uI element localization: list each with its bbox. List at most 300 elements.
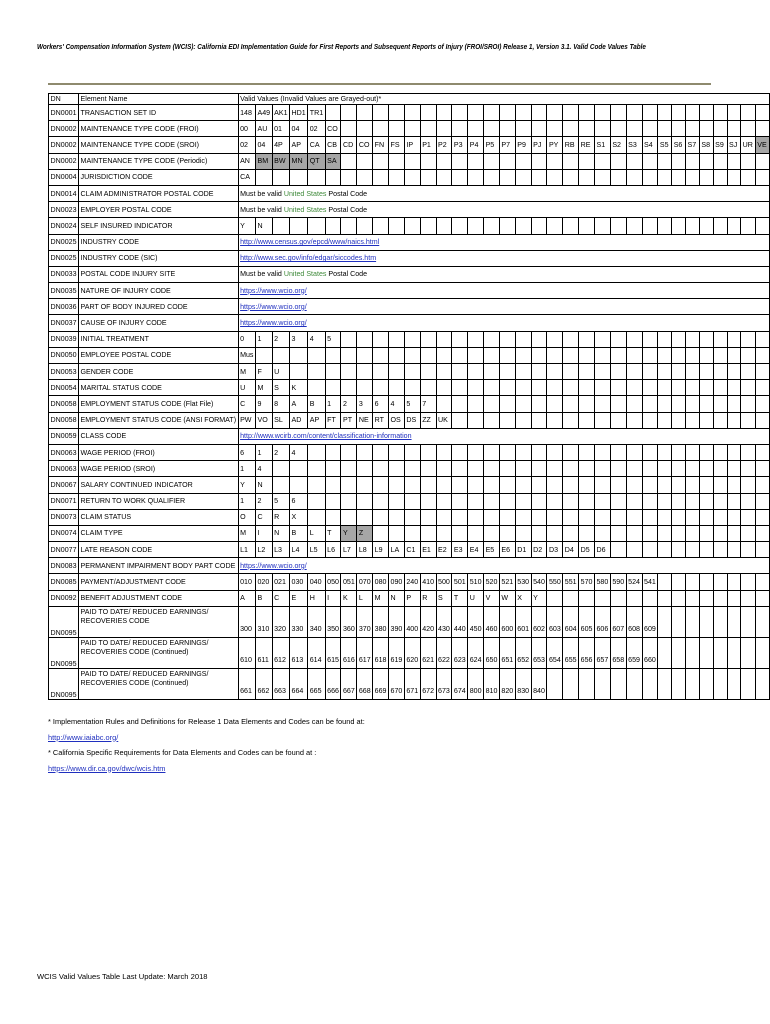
value-cell <box>436 169 452 185</box>
value-cell: E4 <box>468 542 484 558</box>
value-cell <box>341 153 357 169</box>
value-cell: 02 <box>308 121 325 137</box>
value-cell <box>436 525 452 541</box>
value-cell <box>468 364 484 380</box>
value-cell: T <box>325 525 341 541</box>
table-row <box>49 266 770 282</box>
value-cell <box>642 169 658 185</box>
value-cell <box>420 477 436 493</box>
value-cell <box>610 493 626 509</box>
value-cell <box>341 364 357 380</box>
value-cell: L <box>308 525 325 541</box>
row-dn: DN0054 <box>49 380 79 396</box>
value-cell: 04 <box>255 137 272 153</box>
value-cell: 662 <box>255 668 272 699</box>
value-cell: L3 <box>272 542 289 558</box>
value-cell <box>341 218 357 234</box>
value-cell: L2 <box>255 542 272 558</box>
value-cell: U <box>238 380 255 396</box>
value-cell <box>699 331 713 347</box>
value-cell <box>642 153 658 169</box>
value-cell: ZZ <box>420 412 436 428</box>
value-cell: 510 <box>468 574 484 590</box>
value-cell <box>755 493 769 509</box>
value-cell: N <box>255 477 272 493</box>
row-element-name: EMPLOYER POSTAL CODE <box>79 202 239 218</box>
value-cell: 1 <box>255 331 272 347</box>
value-cell <box>436 105 452 121</box>
value-cell <box>484 412 500 428</box>
value-cell <box>308 364 325 380</box>
value-cell: E <box>290 590 308 606</box>
value-cell <box>610 153 626 169</box>
value-cell <box>389 477 405 493</box>
value-cell <box>563 444 579 460</box>
value-cell <box>484 525 500 541</box>
value-cell <box>404 347 420 363</box>
value-cell: E5 <box>484 542 500 558</box>
value-cell: 3 <box>290 331 308 347</box>
value-cell <box>484 396 500 412</box>
value-cell <box>713 574 727 590</box>
value-cell: 1 <box>238 493 255 509</box>
value-cell <box>741 169 756 185</box>
value-cell: C <box>272 590 289 606</box>
value-cell <box>579 153 595 169</box>
value-cell: 660 <box>642 637 658 668</box>
value-cell <box>373 444 389 460</box>
value-cell <box>713 606 727 637</box>
value-cell: 310 <box>255 606 272 637</box>
code-reference-link[interactable]: https://www.wcio.org/ <box>240 302 307 311</box>
table-row <box>49 283 770 299</box>
value-cell: 664 <box>290 668 308 699</box>
value-cell <box>499 380 515 396</box>
value-cell <box>713 153 727 169</box>
value-cell <box>755 218 769 234</box>
value-cell <box>642 525 658 541</box>
value-cell: 669 <box>373 668 389 699</box>
iaiabc-link[interactable]: http://www.iaiabc.org/ <box>48 732 119 742</box>
value-cell <box>755 396 769 412</box>
value-cell: 622 <box>436 637 452 668</box>
value-cell <box>672 668 686 699</box>
value-cell: 460 <box>484 606 500 637</box>
value-cell <box>563 347 579 363</box>
value-cell <box>404 169 420 185</box>
value-cell <box>713 121 727 137</box>
value-cell <box>658 590 672 606</box>
value-cell <box>563 380 579 396</box>
value-cell <box>468 509 484 525</box>
value-cell: 050 <box>325 574 341 590</box>
row-dn: DN0025 <box>49 234 79 250</box>
value-cell: 830 <box>515 668 531 699</box>
value-cell <box>373 105 389 121</box>
value-cell <box>686 461 700 477</box>
value-cell: L7 <box>341 542 357 558</box>
value-cell <box>699 218 713 234</box>
value-cell <box>642 121 658 137</box>
row-element-name: SALARY CONTINUED INDICATOR <box>79 477 239 493</box>
value-cell <box>658 169 672 185</box>
value-cell <box>436 121 452 137</box>
value-cell: 4 <box>290 444 308 460</box>
value-cell <box>594 668 610 699</box>
value-cell <box>468 347 484 363</box>
value-cell <box>626 412 642 428</box>
value-cell <box>484 121 500 137</box>
value-cell <box>699 153 713 169</box>
value-cell: 524 <box>626 574 642 590</box>
table-row <box>49 153 770 169</box>
value-cell <box>563 396 579 412</box>
dwc-wcis-link[interactable]: https://www.dir.ca.gov/dwc/wcis.htm <box>48 763 166 773</box>
code-reference-link[interactable]: http://www.wcirb.com/content/classification-information <box>240 432 412 441</box>
value-cell <box>341 380 357 396</box>
value-cell <box>531 444 547 460</box>
value-cell <box>610 542 626 558</box>
table-header-row <box>49 94 770 105</box>
value-cell <box>686 218 700 234</box>
value-cell <box>420 218 436 234</box>
value-cell <box>755 525 769 541</box>
value-cell: 621 <box>420 637 436 668</box>
value-cell <box>452 477 468 493</box>
value-cell <box>658 574 672 590</box>
value-cell <box>755 444 769 460</box>
value-text: Postal Code <box>326 270 368 279</box>
value-cell <box>755 412 769 428</box>
value-cell <box>594 121 610 137</box>
value-cell <box>686 169 700 185</box>
value-cell <box>357 444 373 460</box>
value-cell: K <box>290 380 308 396</box>
value-cell <box>290 347 308 363</box>
value-cell: 390 <box>389 606 405 637</box>
value-cell <box>531 218 547 234</box>
value-cell <box>499 121 515 137</box>
value-cell <box>658 525 672 541</box>
value-cell <box>420 105 436 121</box>
value-cell: X <box>515 590 531 606</box>
value-cell: 4P <box>272 137 289 153</box>
value-cell: 657 <box>594 637 610 668</box>
value-cell <box>290 461 308 477</box>
row-dn: DN0002 <box>49 153 79 169</box>
row-element-name: MAINTENANCE TYPE CODE (SROI) <box>79 137 239 153</box>
value-cell: E1 <box>420 542 436 558</box>
value-cell <box>672 153 686 169</box>
value-cell: 021 <box>272 574 289 590</box>
value-cell: 600 <box>499 606 515 637</box>
value-cell <box>468 444 484 460</box>
table-row <box>49 234 770 250</box>
row-dn: DN0059 <box>49 428 79 444</box>
value-cell: Y <box>531 590 547 606</box>
value-cell: 674 <box>452 668 468 699</box>
value-cell: C1 <box>404 542 420 558</box>
value-cell: F <box>255 364 272 380</box>
value-cell <box>672 396 686 412</box>
value-cell <box>686 590 700 606</box>
value-cell <box>741 121 756 137</box>
value-cell <box>341 509 357 525</box>
value-cell <box>436 461 452 477</box>
value-cell: 603 <box>547 606 563 637</box>
value-cell: 530 <box>515 574 531 590</box>
value-cell <box>373 525 389 541</box>
value-cell <box>755 590 769 606</box>
table-row <box>49 606 770 637</box>
value-cell: RE <box>579 137 595 153</box>
value-cell: 6 <box>290 493 308 509</box>
value-cell: Mus <box>238 347 255 363</box>
value-cell <box>404 121 420 137</box>
value-cell: RB <box>563 137 579 153</box>
value-cell: 04 <box>290 121 308 137</box>
value-cell: N <box>389 590 405 606</box>
value-cell <box>547 412 563 428</box>
value-cell <box>741 542 756 558</box>
notes <box>48 714 365 776</box>
value-cell: 4 <box>308 331 325 347</box>
value-cell: S1 <box>594 137 610 153</box>
value-cell: 1 <box>255 444 272 460</box>
value-cell <box>741 461 756 477</box>
value-cell <box>547 153 563 169</box>
value-cell: 4 <box>255 461 272 477</box>
value-cell: 6 <box>373 396 389 412</box>
value-cell <box>658 477 672 493</box>
value-cell: 440 <box>452 606 468 637</box>
value-cell <box>563 331 579 347</box>
value-cell <box>341 444 357 460</box>
value-cell: L6 <box>325 542 341 558</box>
page-title: Workers' Compensation Information System (WCIS): California EDI Implementation Guide for First Reports and Subsequent Reports of Injury (FROI/SROI) Release 1, Version 3.1. Valid Code Values Table <box>37 42 646 51</box>
value-cell <box>626 396 642 412</box>
value-cell: 602 <box>531 606 547 637</box>
value-cell <box>452 331 468 347</box>
value-cell: 7 <box>420 396 436 412</box>
value-cell <box>727 380 741 396</box>
value-cell <box>436 218 452 234</box>
value-cell <box>610 668 626 699</box>
value-cell <box>515 380 531 396</box>
value-cell <box>741 606 756 637</box>
value-cell: NE <box>357 412 373 428</box>
value-cell <box>658 668 672 699</box>
value-cell: C <box>238 396 255 412</box>
value-cell <box>373 380 389 396</box>
value-cell: S3 <box>626 137 642 153</box>
value-cell <box>547 396 563 412</box>
value-cell <box>579 121 595 137</box>
value-cell <box>325 347 341 363</box>
value-cell <box>686 380 700 396</box>
value-cell <box>468 477 484 493</box>
value-cell <box>484 347 500 363</box>
value-cell <box>547 380 563 396</box>
value-link-cell <box>238 558 769 574</box>
value-cell <box>563 105 579 121</box>
value-cell: S4 <box>642 137 658 153</box>
value-cell <box>563 169 579 185</box>
value-cell: D3 <box>547 542 563 558</box>
value-cell <box>594 477 610 493</box>
row-element-name: PAID TO DATE/ REDUCED EARNINGS/ RECOVERIES CODE (Continued) <box>79 637 239 668</box>
value-cell: 617 <box>357 637 373 668</box>
value-cell <box>373 364 389 380</box>
table-row <box>49 364 770 380</box>
value-cell <box>610 364 626 380</box>
row-element-name: INITIAL TREATMENT <box>79 331 239 347</box>
value-cell: CD <box>341 137 357 153</box>
value-cell <box>579 380 595 396</box>
value-cell <box>642 218 658 234</box>
value-cell <box>741 493 756 509</box>
value-cell: K <box>341 590 357 606</box>
value-cell: FT <box>325 412 341 428</box>
value-cell <box>468 412 484 428</box>
value-cell <box>563 493 579 509</box>
value-cell <box>389 153 405 169</box>
value-cell <box>531 169 547 185</box>
row-dn: DN0025 <box>49 250 79 266</box>
row-dn: DN0036 <box>49 299 79 315</box>
table-row <box>49 461 770 477</box>
value-cell <box>515 331 531 347</box>
value-cell: AD <box>290 412 308 428</box>
value-cell <box>547 364 563 380</box>
value-cell: Y <box>238 477 255 493</box>
value-cell <box>672 105 686 121</box>
value-cell <box>658 331 672 347</box>
value-cell <box>452 525 468 541</box>
value-cell <box>325 380 341 396</box>
value-cell <box>373 218 389 234</box>
value-cell <box>594 525 610 541</box>
value-cell <box>658 637 672 668</box>
value-cell: M <box>255 380 272 396</box>
value-cell <box>741 590 756 606</box>
row-dn: DN0058 <box>49 412 79 428</box>
value-cell <box>484 153 500 169</box>
value-cell <box>563 218 579 234</box>
value-cell <box>563 153 579 169</box>
value-cell: VE <box>755 137 769 153</box>
value-cell <box>563 461 579 477</box>
value-cell: 3 <box>357 396 373 412</box>
value-cell: 0 <box>238 331 255 347</box>
value-cell <box>672 574 686 590</box>
value-cell <box>452 347 468 363</box>
row-element-name: POSTAL CODE INJURY SITE <box>79 266 239 282</box>
table-row <box>49 509 770 525</box>
value-cell: S6 <box>672 137 686 153</box>
value-cell <box>699 668 713 699</box>
value-link-cell <box>238 234 769 250</box>
value-cell <box>699 105 713 121</box>
value-cell: 653 <box>531 637 547 668</box>
value-cell <box>727 444 741 460</box>
row-element-name: TRANSACTION SET ID <box>79 105 239 121</box>
value-cell: 607 <box>610 606 626 637</box>
value-cell <box>626 331 642 347</box>
code-reference-link[interactable]: https://www.wcio.org/ <box>240 319 307 328</box>
value-cell <box>610 380 626 396</box>
value-cell <box>755 153 769 169</box>
code-reference-link[interactable]: https://www.wcio.org/ <box>240 561 307 570</box>
value-cell: 1 <box>238 461 255 477</box>
value-cell <box>755 509 769 525</box>
value-cell: SJ <box>727 137 741 153</box>
value-cell: BM <box>255 153 272 169</box>
value-cell <box>436 396 452 412</box>
value-cell <box>468 380 484 396</box>
value-cell <box>325 169 341 185</box>
value-cell: 616 <box>341 637 357 668</box>
value-cell <box>594 444 610 460</box>
value-cell <box>325 461 341 477</box>
value-cell <box>727 153 741 169</box>
value-cell <box>610 509 626 525</box>
value-cell: 040 <box>308 574 325 590</box>
value-cell: I <box>325 590 341 606</box>
table-row <box>49 412 770 428</box>
value-cell <box>642 542 658 558</box>
table-row <box>49 428 770 444</box>
value-cell: OS <box>389 412 405 428</box>
value-cell <box>610 105 626 121</box>
value-cell <box>610 444 626 460</box>
value-cell <box>308 493 325 509</box>
value-cell <box>531 412 547 428</box>
value-cell <box>713 542 727 558</box>
value-text-highlight: United States <box>283 189 327 198</box>
value-cell <box>484 380 500 396</box>
value-cell <box>420 347 436 363</box>
value-cell <box>531 380 547 396</box>
table-row <box>49 558 770 574</box>
code-reference-link[interactable]: http://www.sec.gov/info/edgar/siccodes.htm <box>240 254 377 263</box>
value-cell <box>658 121 672 137</box>
value-cell <box>547 525 563 541</box>
code-reference-link[interactable]: http://www.census.gov/epcd/www/naics.html <box>240 238 380 247</box>
row-dn: DN0053 <box>49 364 79 380</box>
value-cell <box>672 121 686 137</box>
value-cell <box>658 153 672 169</box>
value-cell <box>579 169 595 185</box>
value-cell <box>357 121 373 137</box>
value-cell <box>515 396 531 412</box>
value-cell <box>499 461 515 477</box>
table-row <box>49 493 770 509</box>
value-cell <box>515 347 531 363</box>
value-cell <box>452 153 468 169</box>
value-cell <box>357 153 373 169</box>
value-cell <box>642 364 658 380</box>
value-cell <box>404 380 420 396</box>
value-cell: DS <box>404 412 420 428</box>
value-cell <box>658 509 672 525</box>
value-cell <box>727 509 741 525</box>
row-dn: DN0095 <box>49 668 79 699</box>
value-cell <box>658 105 672 121</box>
value-cell: 051 <box>341 574 357 590</box>
value-cell <box>658 380 672 396</box>
code-reference-link[interactable]: https://www.wcio.org/ <box>240 286 307 295</box>
